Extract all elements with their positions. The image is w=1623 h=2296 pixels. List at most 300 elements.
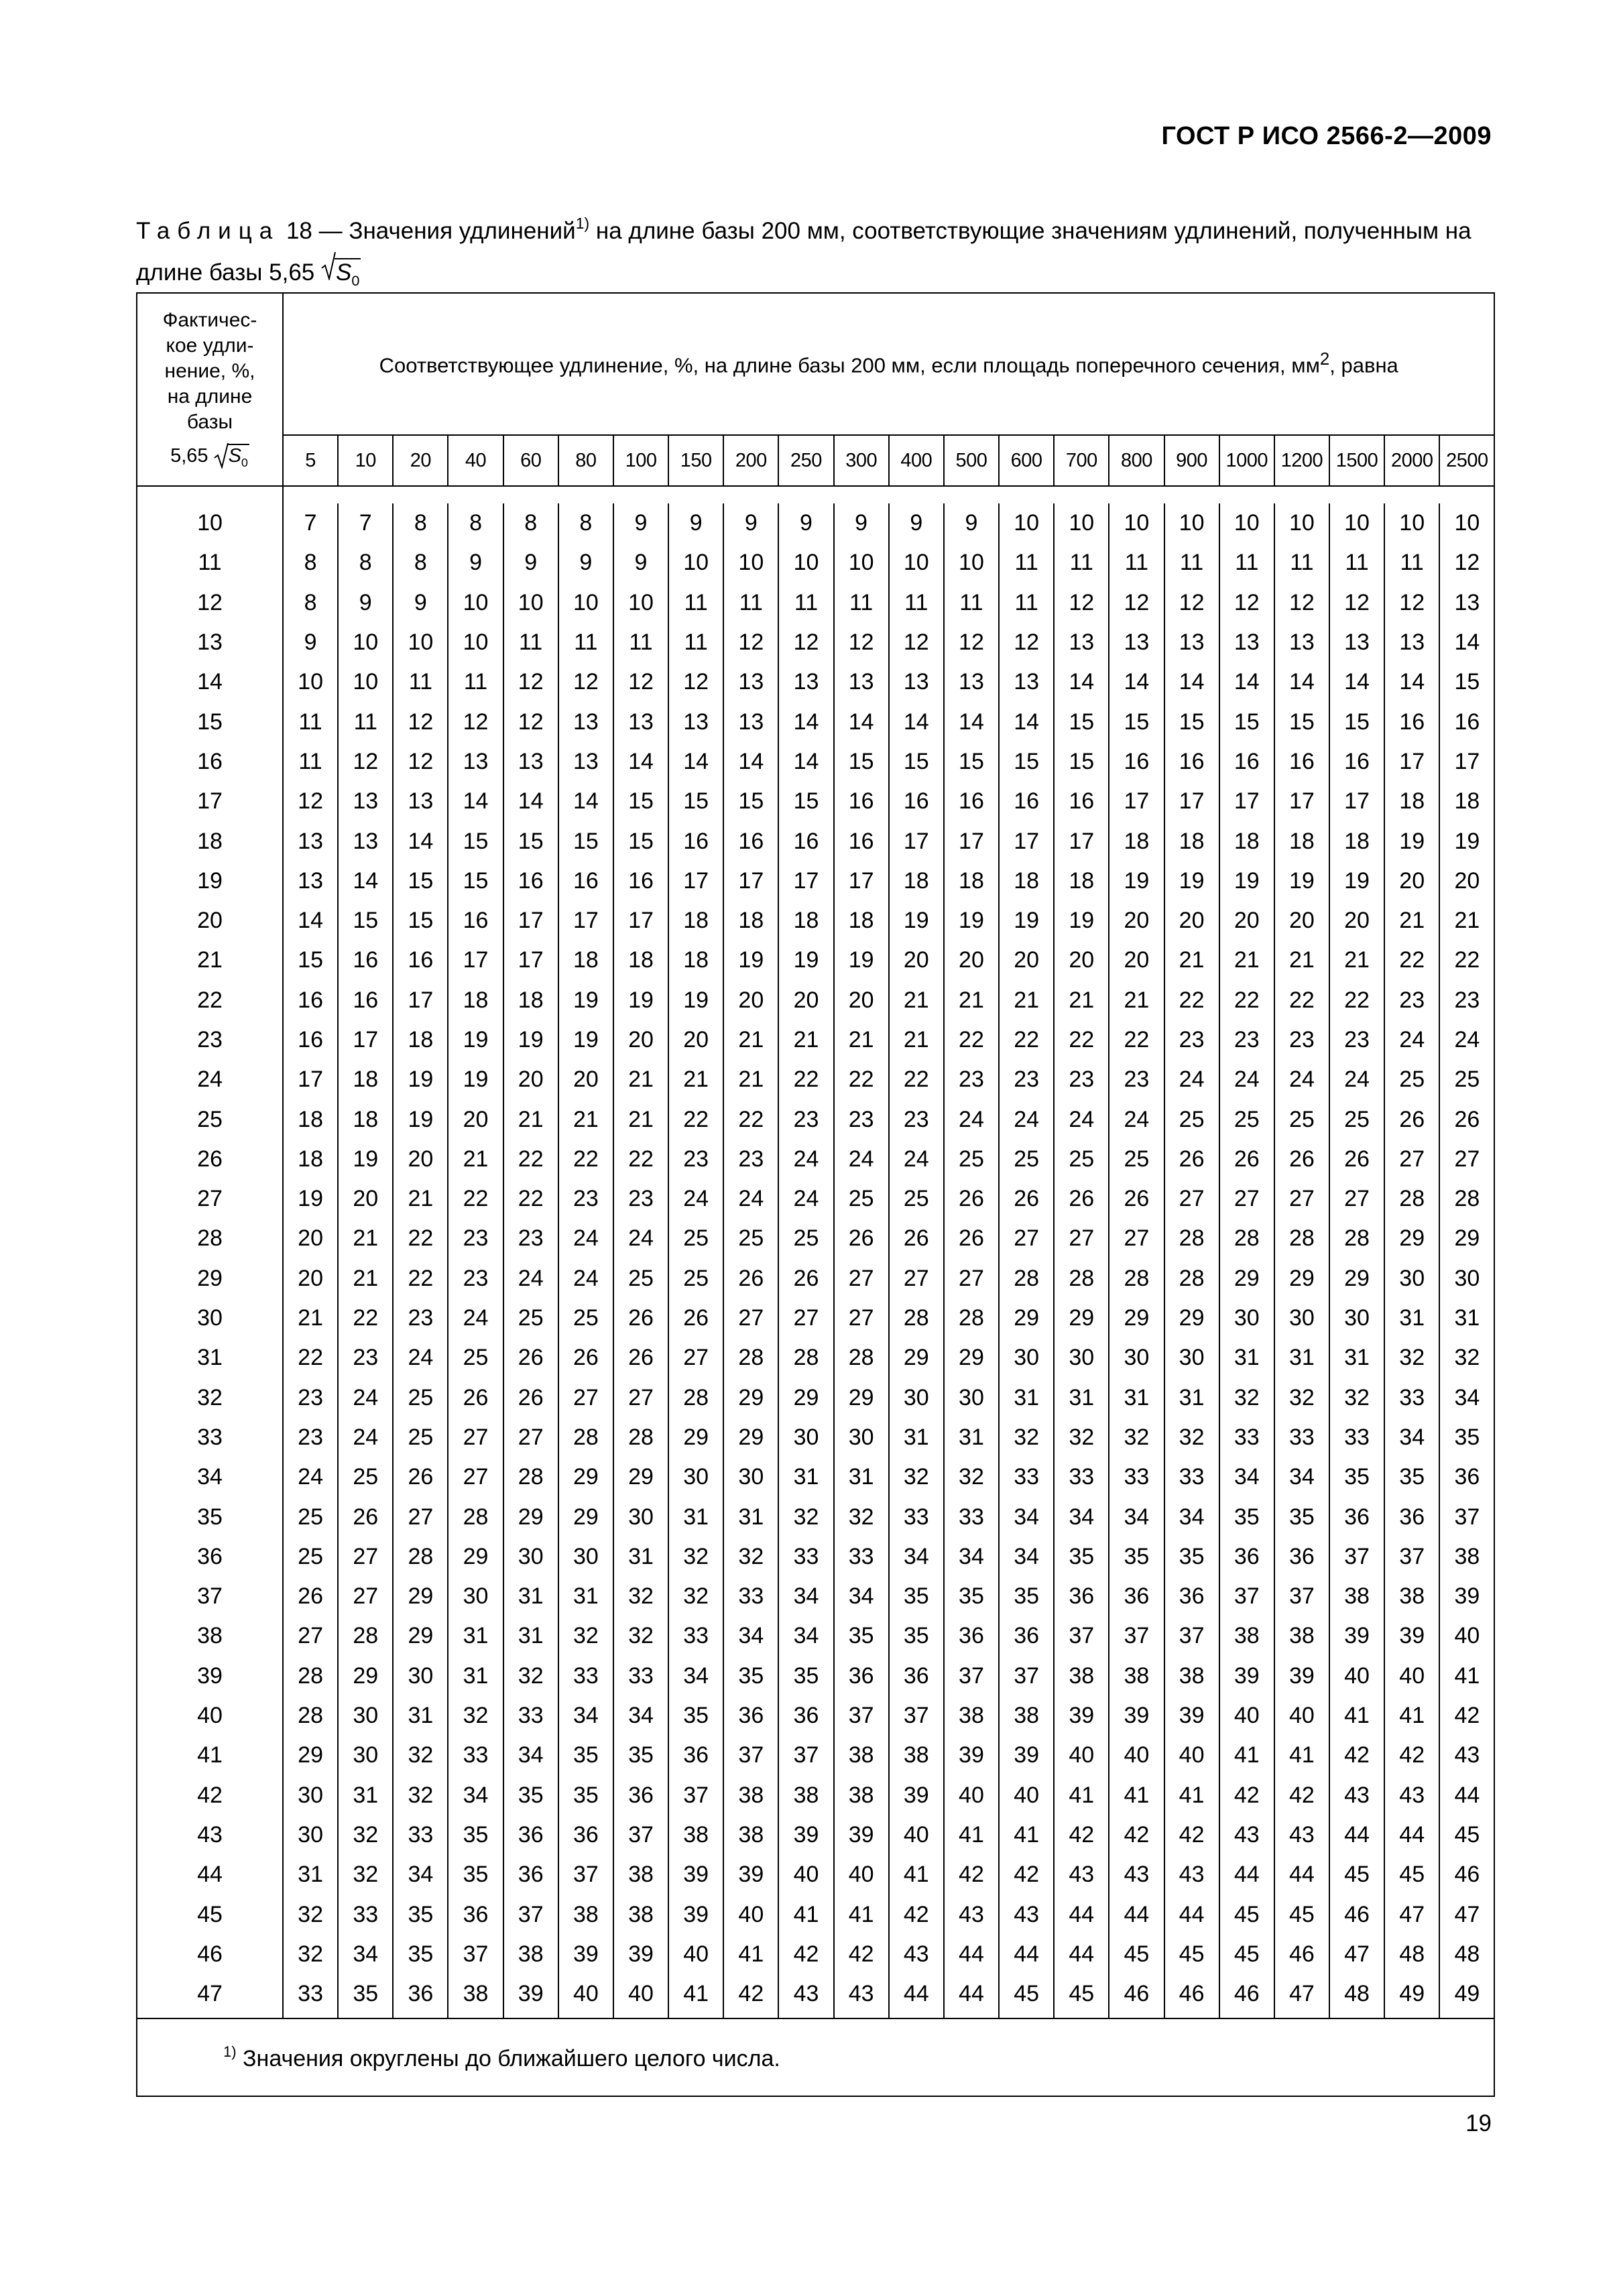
elongation-value-cell: 30 [1109,1338,1164,1378]
elongation-value-cell: 27 [1439,1140,1494,1179]
elongation-value-cell: 10 [1219,503,1274,543]
elongation-value-cell: 38 [1329,1577,1384,1616]
elongation-value-cell: 12 [1164,583,1219,623]
elongation-value-cell: 22 [338,1298,393,1338]
elongation-value-cell: 36 [944,1616,999,1656]
elongation-value-cell: 39 [1384,1616,1439,1656]
elongation-value-cell: 33 [834,1537,889,1577]
elongation-value-cell: 31 [1219,1338,1274,1378]
elongation-value-cell: 35 [944,1577,999,1616]
elongation-value-cell: 38 [668,1815,723,1855]
elongation-value-cell: 17 [393,981,448,1020]
elongation-value-cell: 32 [338,1855,393,1894]
actual-elongation-cell: 44 [137,1855,283,1894]
spacer-row [137,486,1494,503]
elongation-value-cell: 34 [338,1935,393,1974]
elongation-value-cell: 32 [1164,1418,1219,1457]
elongation-value-cell: 11 [283,702,338,741]
table-row [137,1338,1494,1378]
elongation-value-cell: 16 [889,782,944,821]
elongation-value-cell: 29 [668,1418,723,1457]
elongation-value-cell: 38 [723,1776,778,1815]
elongation-value-cell: 33 [1164,1457,1219,1497]
elongation-value-cell: 33 [999,1457,1054,1497]
elongation-value-cell: 30 [1274,1298,1329,1338]
elongation-value-cell: 40 [1329,1656,1384,1696]
elongation-table [136,292,1495,2097]
elongation-value-cell: 9 [448,543,503,583]
elongation-value-cell: 45 [1329,1855,1384,1894]
elongation-value-cell: 38 [448,1974,503,2018]
elongation-value-cell: 40 [944,1776,999,1815]
elongation-value-cell: 42 [944,1855,999,1894]
elongation-value-cell: 23 [1164,1020,1219,1060]
elongation-value-cell: 27 [778,1298,833,1338]
elongation-value-cell: 24 [1439,1020,1494,1060]
elongation-value-cell: 22 [889,1060,944,1099]
elongation-value-cell: 27 [1109,1219,1164,1258]
elongation-value-cell: 31 [1054,1378,1109,1418]
elongation-value-cell: 28 [1054,1259,1109,1298]
elongation-value-cell: 41 [889,1855,944,1894]
elongation-value-cell: 27 [1384,1140,1439,1179]
elongation-value-cell: 40 [558,1974,613,2018]
elongation-value-cell: 14 [503,782,558,821]
elongation-value-cell: 9 [503,543,558,583]
elongation-value-cell: 24 [889,1140,944,1179]
actual-elongation-cell: 29 [137,1259,283,1298]
elongation-value-cell: 18 [503,981,558,1020]
elongation-value-cell: 39 [1109,1696,1164,1736]
elongation-value-cell: 31 [1274,1338,1329,1378]
elongation-value-cell: 21 [999,981,1054,1020]
caption-rest: на длине базы 200 мм, соответствующие значениям удлинений, полученным на длине базы 5,65 [136,218,1471,286]
actual-header-line: Фактичес- [162,309,257,332]
actual-elongation-cell: 22 [137,981,283,1020]
elongation-value-cell: 42 [1219,1776,1274,1815]
elongation-value-cell: 44 [944,1935,999,1974]
elongation-value-cell: 11 [613,623,668,662]
elongation-value-cell: 38 [1109,1656,1164,1696]
area-header-cell: 40 [448,435,503,486]
elongation-value-cell: 37 [448,1935,503,1974]
elongation-value-cell: 25 [283,1537,338,1577]
elongation-value-cell: 25 [1274,1099,1329,1139]
elongation-value-cell: 30 [448,1577,503,1616]
elongation-value-cell: 27 [338,1577,393,1616]
elongation-value-cell: 36 [1384,1497,1439,1536]
elongation-value-cell: 43 [1439,1736,1494,1775]
elongation-value-cell: 34 [448,1776,503,1815]
area-header-cell: 5 [283,435,338,486]
elongation-value-cell: 25 [283,1497,338,1536]
elongation-value-cell: 36 [1054,1577,1109,1616]
actual-header-coeff: 5,65 [170,445,208,467]
elongation-value-cell: 30 [1439,1259,1494,1298]
elongation-value-cell: 32 [1329,1378,1384,1418]
span-header-tail: , равна [1329,353,1398,377]
elongation-value-cell: 22 [1329,981,1384,1020]
elongation-value-cell: 17 [503,941,558,980]
elongation-value-cell: 33 [944,1497,999,1536]
elongation-value-cell: 34 [558,1696,613,1736]
elongation-value-cell: 20 [1384,861,1439,901]
elongation-value-cell: 34 [393,1855,448,1894]
elongation-value-cell: 34 [834,1577,889,1616]
elongation-value-cell: 27 [558,1378,613,1418]
elongation-value-cell: 24 [613,1219,668,1258]
actual-header-line: на длине [167,385,253,408]
elongation-value-cell: 35 [558,1736,613,1775]
elongation-value-cell: 23 [1274,1020,1329,1060]
table-row [137,702,1494,741]
elongation-value-cell: 24 [1109,1099,1164,1139]
elongation-value-cell: 41 [944,1815,999,1855]
elongation-value-cell: 10 [1329,503,1384,543]
elongation-value-cell: 23 [1329,1020,1384,1060]
area-header-cell: 800 [1109,435,1164,486]
elongation-value-cell: 19 [778,941,833,980]
elongation-value-cell: 38 [1054,1656,1109,1696]
elongation-value-cell: 25 [1164,1099,1219,1139]
elongation-value-cell: 18 [613,941,668,980]
elongation-value-cell: 15 [613,821,668,861]
table-row [137,742,1494,782]
elongation-value-cell: 17 [1109,782,1164,821]
elongation-value-cell: 9 [834,503,889,543]
elongation-value-cell: 26 [1439,1099,1494,1139]
elongation-value-cell: 14 [723,742,778,782]
elongation-value-cell: 16 [613,861,668,901]
elongation-value-cell: 11 [944,583,999,623]
sqrt-formula [214,443,249,475]
elongation-value-cell: 45 [1384,1855,1439,1894]
elongation-value-cell: 11 [1164,543,1219,583]
area-header-cell: 100 [613,435,668,486]
elongation-value-cell: 28 [283,1656,338,1696]
elongation-value-cell: 29 [283,1736,338,1775]
elongation-value-cell: 37 [944,1656,999,1696]
elongation-value-cell: 40 [1054,1736,1109,1775]
actual-elongation-cell: 27 [137,1179,283,1219]
elongation-value-cell: 13 [503,742,558,782]
elongation-value-cell: 20 [448,1099,503,1139]
elongation-value-cell: 42 [1164,1815,1219,1855]
elongation-value-cell: 17 [283,1060,338,1099]
spacer-cell [283,486,1494,503]
elongation-value-cell: 44 [1219,1855,1274,1894]
elongation-value-cell: 30 [834,1418,889,1457]
elongation-value-cell: 30 [999,1338,1054,1378]
elongation-value-cell: 10 [1164,503,1219,543]
table-row [137,1616,1494,1656]
elongation-value-cell: 28 [613,1418,668,1457]
elongation-value-cell: 18 [1164,821,1219,861]
elongation-value-cell: 34 [778,1577,833,1616]
caption-radicand-sub: 0 [351,272,360,289]
elongation-value-cell: 43 [944,1894,999,1934]
elongation-value-cell: 9 [393,583,448,623]
elongation-value-cell: 26 [338,1497,393,1536]
elongation-value-cell: 15 [723,782,778,821]
elongation-value-cell: 46 [1329,1894,1384,1934]
elongation-value-cell: 33 [393,1815,448,1855]
elongation-value-cell: 24 [1329,1060,1384,1099]
elongation-value-cell: 18 [393,1020,448,1060]
elongation-value-cell: 32 [283,1894,338,1934]
elongation-value-cell: 25 [834,1179,889,1219]
elongation-value-cell: 15 [1054,702,1109,741]
elongation-value-cell: 28 [668,1378,723,1418]
elongation-value-cell: 29 [723,1378,778,1418]
elongation-value-cell: 46 [1219,1974,1274,2018]
elongation-value-cell: 37 [668,1776,723,1815]
elongation-value-cell: 36 [723,1696,778,1736]
elongation-value-cell: 47 [1439,1894,1494,1934]
elongation-value-cell: 38 [558,1894,613,1934]
elongation-value-cell: 11 [338,702,393,741]
elongation-value-cell: 17 [1054,821,1109,861]
elongation-value-cell: 35 [558,1776,613,1815]
elongation-value-cell: 30 [503,1537,558,1577]
elongation-value-cell: 26 [834,1219,889,1258]
elongation-value-cell: 18 [668,941,723,980]
elongation-value-cell: 13 [1109,623,1164,662]
area-header-cell: 700 [1054,435,1109,486]
elongation-value-cell: 26 [1109,1179,1164,1219]
elongation-value-cell: 44 [1439,1776,1494,1815]
elongation-value-cell: 21 [1219,941,1274,980]
elongation-value-cell: 34 [889,1537,944,1577]
elongation-value-cell: 20 [1164,901,1219,941]
elongation-value-cell: 22 [1054,1020,1109,1060]
elongation-value-cell: 29 [503,1497,558,1536]
elongation-value-cell: 9 [338,583,393,623]
elongation-value-cell: 35 [1109,1537,1164,1577]
elongation-value-cell: 35 [999,1577,1054,1616]
elongation-value-cell: 13 [723,662,778,702]
table-row [137,1696,1494,1736]
table-row [137,1020,1494,1060]
actual-elongation-cell: 25 [137,1099,283,1139]
elongation-value-cell: 36 [999,1616,1054,1656]
elongation-value-cell: 14 [999,702,1054,741]
elongation-value-cell: 23 [283,1418,338,1457]
elongation-value-cell: 42 [778,1935,833,1974]
actual-header-formula [137,443,282,475]
table-row [137,503,1494,543]
elongation-value-cell: 16 [283,1020,338,1060]
elongation-value-cell: 29 [889,1338,944,1378]
elongation-value-cell: 22 [448,1179,503,1219]
elongation-value-cell: 42 [834,1935,889,1974]
elongation-value-cell: 12 [448,702,503,741]
table-row [137,1219,1494,1258]
elongation-value-cell: 13 [393,782,448,821]
elongation-value-cell: 17 [338,1020,393,1060]
elongation-value-cell: 13 [1439,583,1494,623]
elongation-value-cell: 17 [668,861,723,901]
elongation-value-cell: 32 [1219,1378,1274,1418]
elongation-value-cell: 22 [393,1259,448,1298]
actual-header-line: кое удли- [166,335,254,357]
elongation-value-cell: 29 [393,1577,448,1616]
elongation-value-cell: 28 [1329,1219,1384,1258]
elongation-value-cell: 37 [503,1894,558,1934]
elongation-value-cell: 13 [723,702,778,741]
elongation-value-cell: 47 [1329,1935,1384,1974]
elongation-value-cell: 28 [1219,1219,1274,1258]
elongation-value-cell: 17 [448,941,503,980]
elongation-value-cell: 38 [999,1696,1054,1736]
elongation-value-cell: 36 [668,1736,723,1775]
elongation-value-cell: 13 [1329,623,1384,662]
elongation-value-cell: 36 [613,1776,668,1815]
elongation-value-cell: 10 [1439,503,1494,543]
elongation-value-cell: 26 [448,1378,503,1418]
elongation-value-cell: 24 [834,1140,889,1179]
elongation-value-cell: 15 [999,742,1054,782]
elongation-value-cell: 33 [1054,1457,1109,1497]
elongation-value-cell: 30 [1219,1298,1274,1338]
elongation-value-cell: 25 [393,1418,448,1457]
elongation-value-cell: 34 [1274,1457,1329,1497]
elongation-value-cell: 13 [1054,623,1109,662]
elongation-value-cell: 31 [613,1537,668,1577]
elongation-value-cell: 18 [834,901,889,941]
elongation-value-cell: 21 [889,981,944,1020]
elongation-value-cell: 39 [778,1815,833,1855]
elongation-value-cell: 32 [1439,1338,1494,1378]
table-row [137,1894,1494,1934]
elongation-value-cell: 29 [1054,1298,1109,1338]
elongation-value-cell: 15 [778,782,833,821]
elongation-value-cell: 13 [1384,623,1439,662]
elongation-value-cell: 20 [283,1219,338,1258]
elongation-value-cell: 34 [723,1616,778,1656]
elongation-value-cell: 30 [889,1378,944,1418]
elongation-value-cell: 24 [503,1259,558,1298]
elongation-value-cell: 31 [944,1418,999,1457]
elongation-value-cell: 17 [558,901,613,941]
elongation-value-cell: 32 [944,1457,999,1497]
elongation-value-cell: 41 [1164,1776,1219,1815]
elongation-value-cell: 26 [283,1577,338,1616]
elongation-value-cell: 18 [999,861,1054,901]
elongation-value-cell: 33 [558,1656,613,1696]
elongation-value-cell: 22 [668,1099,723,1139]
elongation-value-cell: 32 [668,1577,723,1616]
actual-header-line: базы [186,411,233,434]
elongation-value-cell: 19 [558,981,613,1020]
elongation-value-cell: 34 [999,1497,1054,1536]
elongation-value-cell: 21 [1054,981,1109,1020]
area-header-cell: 1200 [1274,435,1329,486]
elongation-value-cell: 13 [448,742,503,782]
elongation-value-cell: 24 [999,1099,1054,1139]
elongation-value-cell: 32 [1109,1418,1164,1457]
elongation-value-cell: 41 [1384,1696,1439,1736]
elongation-value-cell: 20 [338,1179,393,1219]
table-row [137,662,1494,702]
elongation-value-cell: 32 [613,1616,668,1656]
elongation-value-cell: 27 [944,1259,999,1298]
elongation-value-cell: 42 [1274,1776,1329,1815]
elongation-value-cell: 27 [503,1418,558,1457]
actual-elongation-cell: 17 [137,782,283,821]
document-code: ГОСТ Р ИСО 2566-2—2009 [1161,122,1492,150]
elongation-value-cell: 36 [503,1855,558,1894]
elongation-value-cell: 38 [1219,1616,1274,1656]
elongation-value-cell: 17 [1274,782,1329,821]
elongation-value-cell: 29 [558,1497,613,1536]
elongation-value-cell: 39 [1164,1696,1219,1736]
elongation-value-cell: 40 [1439,1616,1494,1656]
elongation-value-cell: 31 [558,1577,613,1616]
elongation-value-cell: 17 [778,861,833,901]
elongation-value-cell: 20 [999,941,1054,980]
actual-elongation-cell: 30 [137,1298,283,1338]
elongation-value-cell: 35 [889,1577,944,1616]
table-row [137,1736,1494,1775]
elongation-value-cell: 22 [393,1219,448,1258]
elongation-value-cell: 38 [723,1815,778,1855]
elongation-value-cell: 14 [944,702,999,741]
elongation-value-cell: 38 [889,1736,944,1775]
elongation-value-cell: 30 [338,1736,393,1775]
elongation-value-cell: 20 [723,981,778,1020]
actual-elongation-cell: 14 [137,662,283,702]
elongation-value-cell: 32 [999,1418,1054,1457]
elongation-value-cell: 8 [393,503,448,543]
elongation-value-cell: 11 [1274,543,1329,583]
elongation-value-cell: 20 [503,1060,558,1099]
elongation-value-cell: 18 [558,941,613,980]
elongation-value-cell: 20 [944,941,999,980]
elongation-value-cell: 37 [1164,1616,1219,1656]
elongation-value-cell: 13 [1274,623,1329,662]
area-header-cell: 60 [503,435,558,486]
elongation-value-cell: 31 [448,1656,503,1696]
elongation-value-cell: 29 [944,1338,999,1378]
elongation-value-cell: 16 [668,821,723,861]
elongation-value-cell: 10 [338,623,393,662]
elongation-value-cell: 16 [1329,742,1384,782]
area-header-cell: 300 [834,435,889,486]
elongation-value-cell: 13 [1164,623,1219,662]
elongation-value-cell: 48 [1384,1935,1439,1974]
elongation-value-cell: 31 [834,1457,889,1497]
elongation-value-cell: 10 [668,543,723,583]
area-header-cell: 1000 [1219,435,1274,486]
elongation-value-cell: 26 [1329,1140,1384,1179]
elongation-value-cell: 11 [889,583,944,623]
elongation-value-cell: 14 [613,742,668,782]
elongation-value-cell: 16 [1274,742,1329,782]
elongation-value-cell: 19 [1109,861,1164,901]
elongation-value-cell: 16 [944,782,999,821]
sqrt-sign-icon [321,251,336,280]
elongation-value-cell: 11 [1219,543,1274,583]
elongation-value-cell: 29 [393,1616,448,1656]
elongation-value-cell: 23 [448,1259,503,1298]
elongation-value-cell: 32 [448,1696,503,1736]
elongation-value-cell: 27 [723,1298,778,1338]
elongation-value-cell: 29 [448,1537,503,1577]
elongation-value-cell: 26 [1054,1179,1109,1219]
elongation-value-cell: 17 [1164,782,1219,821]
elongation-value-cell: 14 [668,742,723,782]
